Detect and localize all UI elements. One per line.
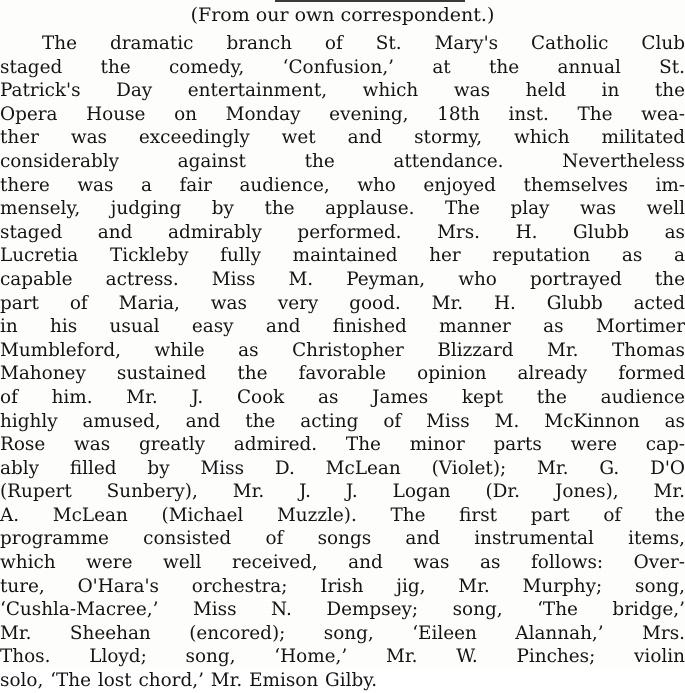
dateline: (From our own correspondent.)	[190, 4, 495, 26]
article-line: Mr. Sheehan (encored); song, ‘Eileen Alannah,’ Mrs.	[0, 622, 685, 644]
article-body	[0, 32, 685, 693]
article-line: of him. Mr. J. Cook as James kept the audience	[0, 386, 685, 408]
article-line: ther was exceedingly wet and stormy, which militated	[0, 127, 685, 149]
article-line: Lucretia Tickleby fully maintained her reputation as a	[0, 245, 685, 267]
article-line: ‘Cushla-Macree,’ Miss N. Dempsey; song, ‘The bridge,’	[0, 599, 685, 621]
article-line: Opera House on Monday evening, 18th inst. The wea-	[0, 103, 685, 125]
article-line: Rose was greatly admired. The minor parts were cap-	[0, 434, 685, 456]
article-line: highly amused, and the acting of Miss M. McKinnon as	[0, 410, 685, 432]
article-line: Thos. Lloyd; song, ‘Home,’ Mr. W. Pinches; violin	[0, 646, 685, 668]
article-line: there was a fair audience, who enjoyed themselves im-	[0, 174, 685, 196]
article-line: mensely, judging by the applause. The play was well	[0, 198, 685, 220]
article-line: staged and admirably performed. Mrs. H. Glubb as	[0, 221, 685, 243]
article-line: staged the comedy, ‘Confusion,’ at the annual St.	[0, 56, 685, 78]
article-line: A. McLean (Michael Muzzle). The first part of the	[0, 504, 685, 526]
article-line: (Rupert Sunbery), Mr. J. J. Logan (Dr. Jones), Mr.	[0, 481, 685, 503]
article-line: solo, ‘The lost chord,’ Mr. Emison Gilby.	[0, 670, 378, 692]
article-line: part of Maria, was very good. Mr. H. Glubb acted	[0, 292, 685, 314]
article-line: Mahoney sustained the favorable opinion already formed	[0, 363, 685, 385]
article-line: Patrick's Day entertainment, which was held in the	[0, 80, 685, 102]
article-line: Mumbleford, while as Christopher Blizzard Mr. Thomas	[0, 339, 685, 361]
article-line: capable actress. Miss M. Peyman, who portrayed the	[0, 268, 685, 290]
article-line: ably filled by Miss D. McLean (Violet); Mr. G. D'O	[0, 457, 685, 479]
column-rule	[275, 0, 465, 2]
article-line: The dramatic branch of St. Mary's Catholic Club	[42, 33, 685, 54]
article-line: which were well received, and was as follows: Over-	[0, 552, 685, 574]
article-line: considerably against the attendance. Nevertheless	[0, 150, 685, 172]
article-line: ture, O'Hara's orchestra; Irish jig, Mr. Murphy; song,	[0, 575, 685, 597]
article-line: programme consisted of songs and instrumental items,	[0, 528, 685, 550]
article-line: in his usual easy and finished manner as Mortimer	[0, 316, 685, 338]
